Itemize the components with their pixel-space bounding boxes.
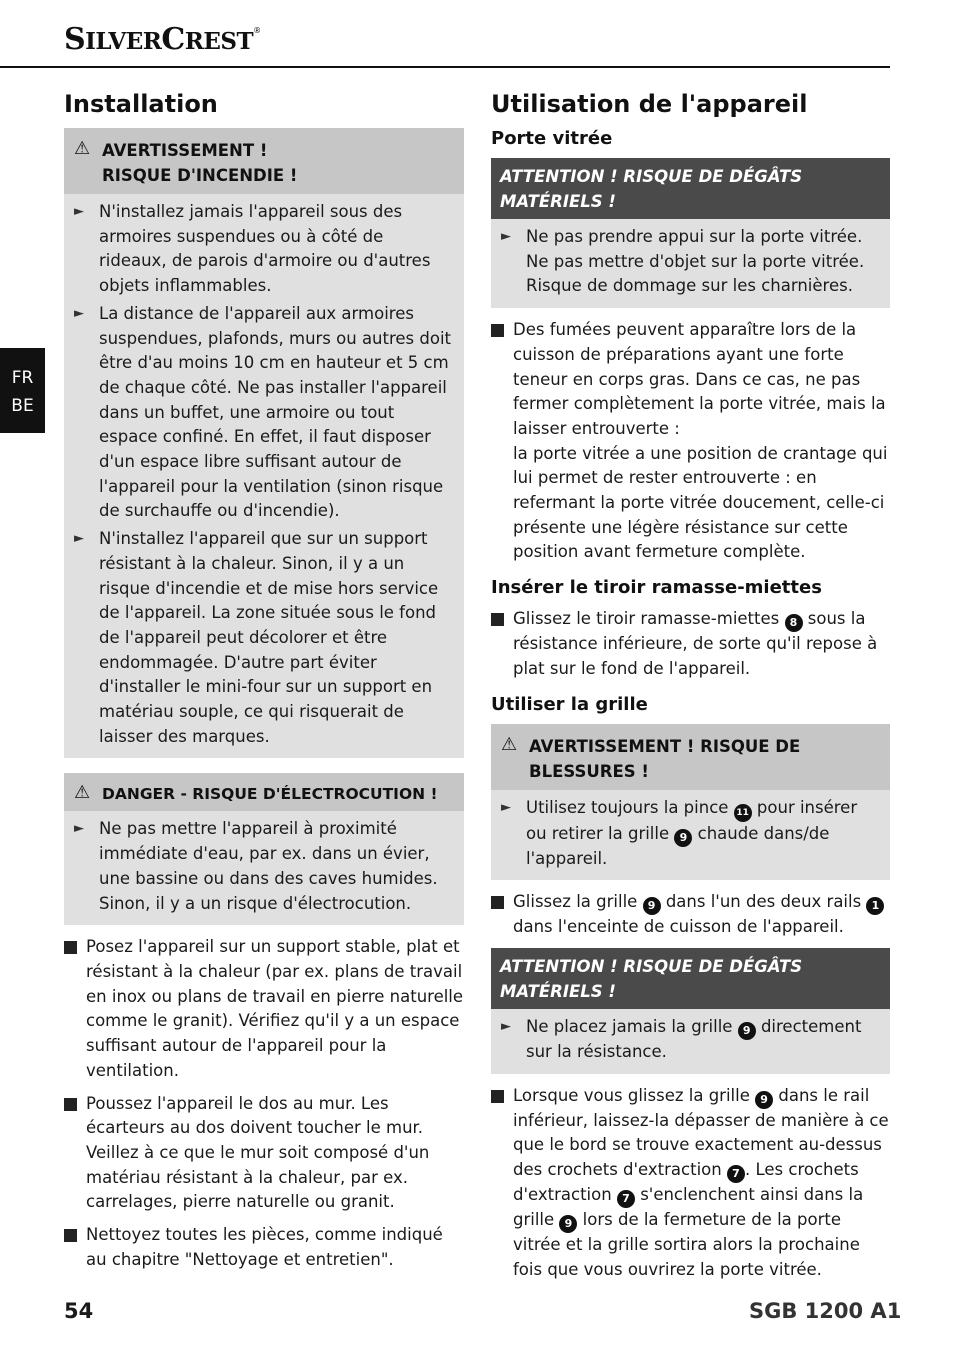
left-column	[64, 90, 464, 1280]
warning-triangle-icon: ⚠	[74, 782, 91, 804]
list-item: Posez l'appareil sur un support stable, plat et résistant à la chaleur (par ex. plans de travail en inox ou plans de travail en pierre naturelle comme le granit). Vérifiez qu'il y a un espace suffisant autour de l'appareil pour la ventilation.	[64, 935, 464, 1083]
warning-triangle-icon: ⚠	[74, 138, 91, 159]
attention-header: ATTENTION ! RISQUE DE DÉGÂTS MATÉRIELS !	[491, 948, 890, 1009]
square-bullet-icon	[491, 607, 513, 681]
list-item: Lorsque vous glissez la grille 9 dans le rail inférieur, laissez-la dépasser de manière à ce que le bord se trouve exactement au-dessus des crochets d'extraction 7 . Les crochets d'extraction 7 s'enclenchent ainsi dans la grille 9 lors de la fermeture de la porte vitrée et la grille sortira alors la prochaine fois que vous ouvrirez la porte vitrée.	[491, 1084, 890, 1283]
subheading-grille: Utiliser la grille	[491, 693, 648, 715]
part-number-badge: 9	[755, 1091, 773, 1109]
list-item: ► Utilisez toujours la pince 11 pour insérer ou retirer la grille 9 chaude dans/de l'appareil.	[501, 796, 882, 872]
square-bullet-icon	[64, 1223, 86, 1272]
arrow-bullet-icon: ►	[74, 305, 84, 321]
part-number-badge: 7	[617, 1190, 635, 1208]
list-item: Poussez l'appareil le dos au mur. Les écarteurs au dos doivent toucher le mur. Veillez à ce que le mur soit composé d'un matériau résistant à la chaleur, par ex. carrelages, pierre naturelle ou granit.	[64, 1092, 464, 1216]
list-item: ► La distance de l'appareil aux armoires suspendues, plafonds, murs ou autres doit être d'au moins 10 cm en hauteur et 5 cm de chaque côté. Ne pas installer l'appareil dans un buffet, une armoire ou tout espace confiné. En effet, il faut disposer d'un espace libre suffisant autour de l'appareil pour la ventilation (sinon risque de surchauffe ou d'incendie).	[74, 302, 456, 524]
header-rule	[0, 66, 890, 68]
part-number-badge: 1	[866, 897, 884, 915]
subheading-tiroir: Insérer le tiroir ramasse-miettes	[491, 577, 822, 599]
square-bullet-icon	[64, 935, 86, 1083]
attention-box	[491, 948, 890, 1074]
part-number-badge: 11	[734, 804, 752, 822]
danger-header: ⚠ DANGER - RISQUE D'ÉLECTROCUTION !	[64, 773, 464, 811]
warning-header: ⚠ AVERTISSEMENT ! RISQUE D'INCENDIE !	[64, 128, 464, 194]
page-number: 54	[64, 1299, 94, 1323]
attention-header: ATTENTION ! RISQUE DE DÉGÂTS MATÉRIELS !	[491, 158, 890, 219]
part-number-badge: 9	[559, 1215, 577, 1233]
arrow-bullet-icon: ►	[74, 821, 84, 837]
warning-triangle-icon: ⚠	[501, 733, 518, 755]
right-column	[491, 90, 890, 1290]
electrocution-danger-box	[64, 773, 464, 925]
section-title-installation: Installation	[64, 90, 218, 118]
list-item: ► Ne placez jamais la grille 9 directement sur la résistance.	[501, 1015, 882, 1065]
warning-header: ⚠ AVERTISSEMENT ! RISQUE DE BLESSURES !	[491, 724, 890, 790]
arrow-bullet-icon: ►	[501, 1018, 511, 1034]
list-item: Nettoyez toutes les pièces, comme indiqué au chapitre "Nettoyage et entretien".	[64, 1223, 464, 1272]
list-item: ► Ne pas prendre appui sur la porte vitrée. Ne pas mettre d'objet sur la porte vitrée. Risque de dommage sur les charnières.	[501, 225, 882, 299]
attention-box	[491, 158, 890, 308]
fire-warning-box	[64, 128, 464, 758]
list-item: Des fumées peuvent apparaître lors de la cuisson de préparations ayant une forte teneur en corps gras. Dans ce cas, ne pas fermer complètement la porte vitrée, mais la laisser entrouverte : la porte vitrée a une position de crantage qui lui permet de rester entrouverte : en refermant la porte vitrée doucement, celle-ci présente une légère résistance sur cette position avant fermeture complète.	[491, 318, 890, 565]
subheading-porte-vitree: Porte vitrée	[491, 128, 613, 149]
square-bullet-icon	[491, 890, 513, 940]
arrow-bullet-icon: ►	[74, 204, 84, 219]
part-number-badge: 8	[785, 614, 803, 632]
section-title-utilisation: Utilisation de l'appareil	[491, 90, 808, 118]
part-number-badge: 7	[727, 1165, 745, 1183]
square-bullet-icon	[491, 1084, 513, 1283]
list-item: Glissez la grille 9 dans l'un des deux rails 1 dans l'enceinte de cuisson de l'appareil.	[491, 890, 890, 940]
list-item: ► N'installez l'appareil que sur un support résistant à la chaleur. Sinon, il y a un risque d'incendie et de mise hors service de l'appareil. La zone située sous le fond de l'appareil peut décolorer et être endommagée. D'autre part éviter d'installer le mini-four sur un support en matériau souple, ce qui risquerait de laisser des marques.	[74, 527, 456, 749]
square-bullet-icon	[64, 1092, 86, 1216]
arrow-bullet-icon: ►	[74, 531, 84, 547]
injury-warning-box	[491, 724, 890, 881]
language-tab: FR BE	[0, 348, 45, 433]
part-number-badge: 9	[643, 897, 661, 915]
list-item: Glissez le tiroir ramasse-miettes 8 sous la résistance inférieure, de sorte qu'il repose à plat sur le fond de l'appareil.	[491, 607, 890, 681]
list-item: ► Ne pas mettre l'appareil à proximité immédiate d'eau, par ex. dans un évier, une bassine ou dans des caves humides. Sinon, il y a un risque d'électrocution.	[74, 817, 456, 916]
model-number: SGB 1200 A1	[749, 1299, 902, 1323]
list-item: ► N'installez jamais l'appareil sous des armoires suspendues ou à côté de rideaux, de parois d'armoire ou d'autres objets inflammables.	[74, 200, 456, 299]
brand-logo: SILVERCREST®	[64, 22, 261, 57]
part-number-badge: 9	[674, 829, 692, 847]
part-number-badge: 9	[738, 1022, 756, 1040]
arrow-bullet-icon: ►	[501, 799, 511, 815]
arrow-bullet-icon: ►	[501, 229, 511, 244]
square-bullet-icon	[491, 318, 513, 565]
